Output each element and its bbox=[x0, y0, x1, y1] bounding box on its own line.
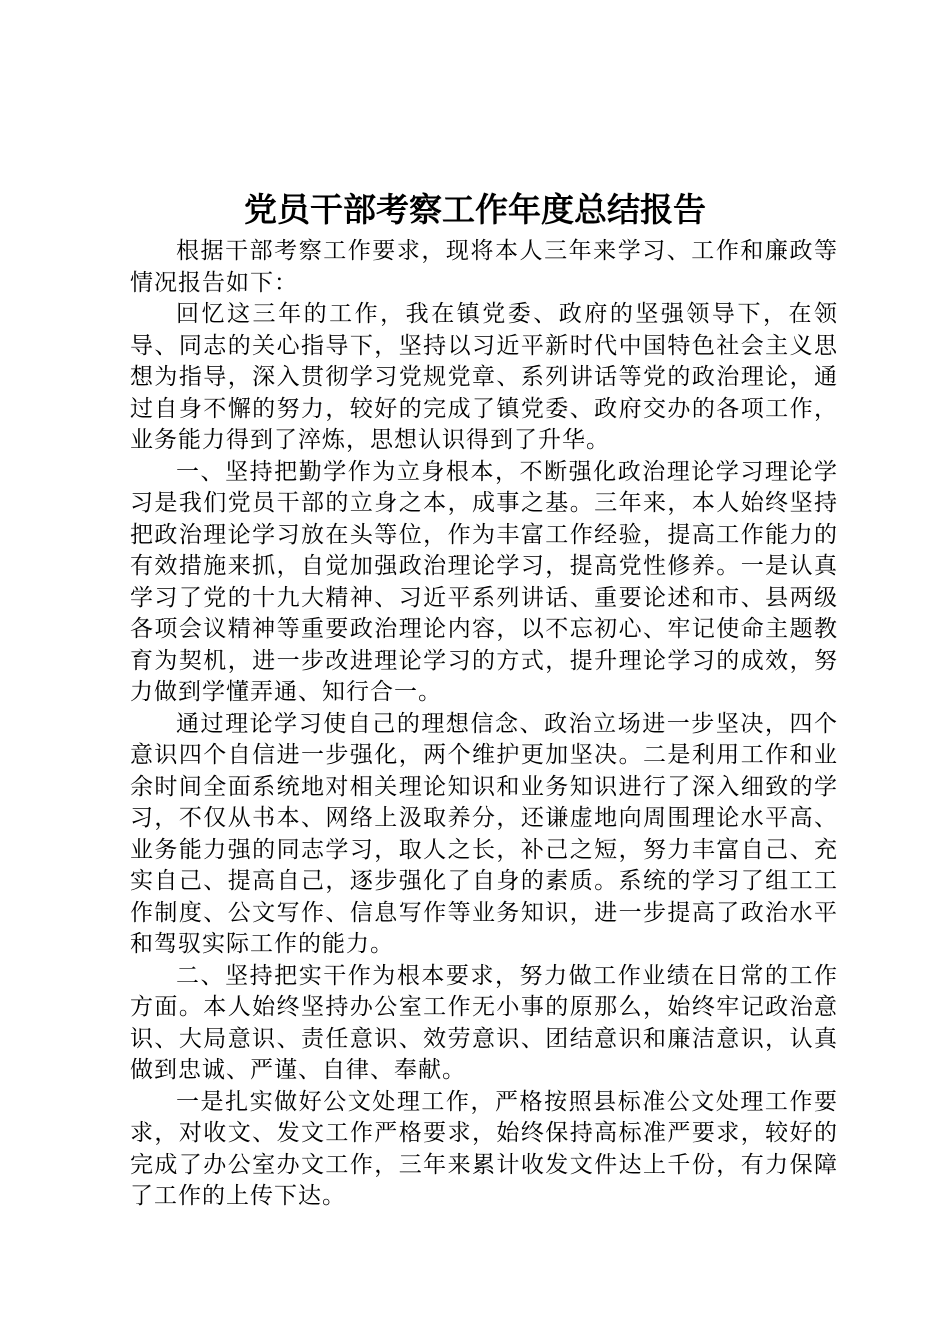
document-body bbox=[130, 236, 838, 1213]
paragraph-section-one: 一、坚持把勤学作为立身根本，不断强化政治理论学习理论学习是我们党员干部的立身之本，成事之基。三年来，本人始终坚持把政治理论学习放在头等位，作为丰富工作经验，提高工作能力的有效措施来抓，自觉加强政治理论学习，提高党性修养。一是认真学习了党的十九大精神、习近平系列讲话、重要论述和市、县两级各项会议精神等重要政治理论内容，以不忘初心、牢记使命主题教育为契机，进一步改进理论学习的方式，提升理论学习的成效，努力做到学懂弄通、知行合一。 bbox=[130, 458, 838, 705]
paragraph-review: 回忆这三年的工作，我在镇党委、政府的坚强领导下，在领导、同志的关心指导下，坚持以习近平新时代中国特色社会主义思想为指导，深入贯彻学习党规党章、系列讲话等党的政治理论，通过自身不懈的努力，较好的完成了镇党委、政府交办的各项工作，业务能力得到了淬炼，思想认识得到了升华。 bbox=[130, 301, 838, 453]
document-title: 党员干部考察工作年度总结报告 bbox=[244, 190, 706, 229]
paragraph-document-handling: 一是扎实做好公文处理工作，严格按照县标准公文处理工作要求，对收文、发文工作严格要求，始终保持高标准严要求，较好的完成了办公室办文工作，三年来累计收发文件达上千份，有力保障了工作的上传下达。 bbox=[130, 1088, 838, 1209]
paragraph-theory-study: 通过理论学习使自己的理想信念、政治立场进一步坚决，四个意识四个自信进一步强化，两个维护更加坚决。二是利用工作和业余时间全面系统地对相关理论知识和业务知识进行了深入细致的学习，不仅从书本、网络上汲取养分，还谦虚地向周围理论水平高、业务能力强的同志学习，取人之长，补己之短，努力丰富自己、充实自己、提高自己，逐步强化了自身的素质。系统的学习了组工工作制度、公文写作、信息写作等业务知识，进一步提高了政治水平和驾驭实际工作的能力。 bbox=[130, 710, 838, 957]
paragraph-section-two: 二、坚持把实干作为根本要求，努力做工作业绩在日常的工作方面。本人始终坚持办公室工作无小事的原那么，始终牢记政治意识、大局意识、责任意识、效劳意识、团结意识和廉洁意识，认真做到忠诚、严谨、自律、奉献。 bbox=[130, 962, 838, 1083]
paragraph-intro: 根据干部考察工作要求，现将本人三年来学习、工作和廉政等情况报告如下： bbox=[130, 238, 838, 296]
